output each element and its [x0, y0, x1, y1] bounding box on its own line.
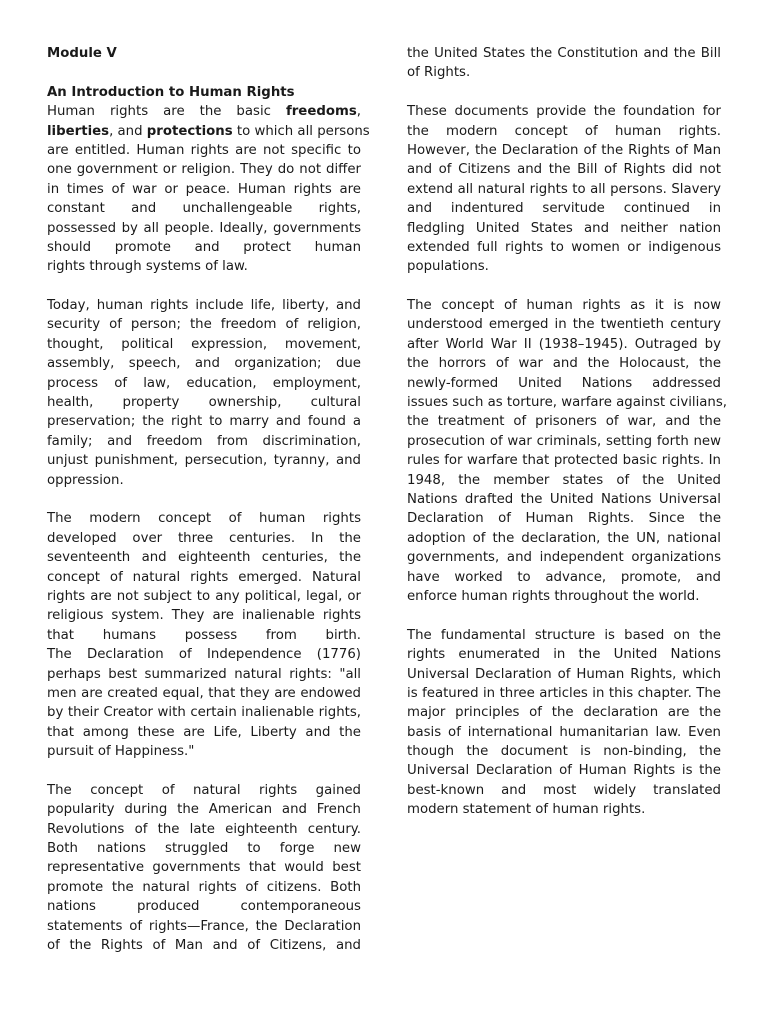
text-line: pursuit of Happiness." — [47, 744, 195, 760]
paragraph-twentieth-century — [407, 296, 728, 606]
text-line: family; and freedom from discrimination, — [47, 433, 361, 449]
text-line: modern statement of human rights. — [407, 802, 646, 818]
text-line: basis of international humanitarian law. Even — [407, 724, 721, 740]
text-line: newly-formed United Nations addressed — [407, 375, 721, 391]
text-line: populations. — [407, 259, 489, 275]
bold-term-protections: protections — [146, 123, 233, 139]
text-line: Universal Declaration of Human Rights, which — [407, 666, 721, 682]
text-line: fledgling United States and neither nation — [407, 220, 721, 236]
text-line: though the document is non-binding, the — [407, 744, 721, 760]
text-line: popularity during the American and French — [47, 802, 361, 818]
text-line: liberties, and protections to which all persons — [47, 123, 370, 139]
text-line: enforce human rights throughout the world. — [407, 588, 700, 604]
text-line: of the Rights of Man and of Citizens, and — [47, 937, 361, 953]
text-line: The fundamental structure is based on the — [407, 627, 721, 643]
text-line: religious system. They are inalienable rights — [47, 608, 361, 624]
text-line: promote the natural rights of citizens. Both — [47, 879, 361, 895]
text-line: statements of rights—France, the Declaration — [47, 918, 361, 934]
text-line: Universal Declaration of Human Rights is the — [407, 763, 721, 779]
text-line: Human rights are the basic freedoms, — [47, 104, 361, 120]
spacer — [47, 277, 361, 296]
text-line: possessed by all people. Ideally, governments — [47, 220, 361, 236]
text-line: 1948, the member states of the United — [407, 472, 721, 488]
text-line: nations produced contemporaneous — [47, 899, 361, 915]
text-line: rights are not subject to any political, legal, or — [47, 588, 361, 604]
text-line: the United States the Constitution and the Bill — [407, 46, 721, 61]
text-line: best-known and most widely translated — [407, 782, 721, 798]
text-line: preservation; the right to marry and found a — [47, 414, 361, 430]
text-line: seventeenth and eighteenth centuries, the — [47, 550, 361, 566]
text-line: men are created equal, that they are endowed — [47, 685, 361, 701]
text-line: unjust punishment, persecution, tyranny, and — [47, 453, 361, 469]
spacer — [407, 277, 721, 296]
text-line: The modern concept of human rights — [47, 511, 361, 527]
text-line: extend all natural rights to all persons. Slavery — [407, 181, 721, 197]
spacer — [407, 83, 721, 102]
text-line: Both nations struggled to forge new — [47, 841, 361, 857]
text-line: representative governments that would best — [47, 860, 361, 876]
paragraph-continuation — [407, 44, 721, 83]
text-line: Declaration of Human Rights. Since the — [407, 511, 721, 527]
section-title: An Introduction to Human Rights — [47, 84, 295, 100]
bold-term-freedoms: freedoms — [285, 104, 357, 120]
text-line: security of person; the freedom of religion, — [47, 317, 361, 333]
text-line: rights enumerated in the United Nations — [407, 647, 721, 663]
module-title: Module V — [47, 46, 117, 61]
text-line: Revolutions of the late eighteenth century. — [47, 821, 361, 837]
text-line: issues such as torture, warfare against civilians, — [407, 395, 728, 411]
text-line: and indentured servitude continued in — [407, 201, 721, 217]
text-line: of Rights. — [407, 65, 471, 81]
text-line: prosecution of war criminals, setting forth new — [407, 433, 721, 449]
spacer — [47, 490, 361, 509]
text-line: by their Creator with certain inalienable rights, — [47, 705, 361, 721]
spacer — [407, 606, 721, 625]
paragraph-definition — [47, 102, 370, 277]
text-line: one government or religion. They do not differ — [47, 162, 361, 178]
text-line: should promote and protect human — [47, 239, 361, 255]
text-line: rights through systems of law. — [47, 259, 248, 275]
right-column — [407, 44, 728, 820]
text-line: the horrors of war and the Holocaust, the — [407, 356, 721, 372]
text-line: that among these are Life, Liberty and the — [47, 724, 361, 740]
text-line: Nations drafted the United Nations Universal — [407, 491, 721, 507]
text-line: in times of war or peace. Human rights are — [47, 181, 361, 197]
text-line: oppression. — [47, 472, 124, 488]
text-line: after World War II (1938–1945). Outraged by — [407, 336, 721, 352]
text-line: understood emerged in the twentieth century — [407, 317, 721, 333]
text-line: thought, political expression, movement, — [47, 336, 361, 352]
paragraph-natural-rights — [47, 509, 361, 761]
paragraph-revolutions — [47, 781, 361, 956]
spacer — [47, 761, 361, 780]
text-line: concept of natural rights emerged. Natural — [47, 569, 361, 585]
text-line: governments, and independent organizations — [407, 550, 721, 566]
left-column — [47, 44, 370, 955]
text-line: process of law, education, employment, — [47, 375, 361, 391]
text-line: Today, human rights include life, liberty, and — [47, 298, 361, 314]
text-line: constant and unchallengeable rights, — [47, 201, 361, 217]
text-line: The concept of natural rights gained — [47, 782, 361, 798]
paragraph-fundamental-structure — [407, 626, 721, 820]
text-line: that humans possess from birth. — [47, 627, 361, 643]
text-line: extended full rights to women or indigenous — [407, 239, 721, 255]
text-line: assembly, speech, and organization; due — [47, 356, 361, 372]
text-line: adoption of the declaration, the UN, national — [407, 530, 721, 546]
text-line: the modern concept of human rights. — [407, 123, 721, 139]
spacer — [47, 63, 361, 82]
text-line: and of Citizens and the Bill of Rights did not — [407, 162, 721, 178]
text-line: health, property ownership, cultural — [47, 395, 361, 411]
text-line: perhaps best summarized natural rights: "all — [47, 666, 361, 682]
text-line: rules for warfare that protected basic rights. In — [407, 453, 721, 469]
text-line: However, the Declaration of the Rights of Man — [407, 142, 721, 158]
text-line: The Declaration of Independence (1776) — [47, 647, 361, 663]
text-line: These documents provide the foundation for — [407, 104, 721, 120]
text-line: developed over three centuries. In the — [47, 530, 361, 546]
text-line: The concept of human rights as it is now — [407, 298, 721, 314]
bold-term-liberties: liberties — [47, 123, 110, 139]
paragraph-rights-list — [47, 296, 361, 490]
text-line: are entitled. Human rights are not specific to — [47, 142, 361, 158]
text-line: have worked to advance, promote, and — [407, 569, 721, 585]
text-line: is featured in three articles in this chapter. The — [407, 685, 721, 701]
text-line: major principles of the declaration are the — [407, 705, 721, 721]
paragraph-foundation — [407, 102, 721, 277]
text-line: the treatment of prisoners of war, and the — [407, 414, 721, 430]
